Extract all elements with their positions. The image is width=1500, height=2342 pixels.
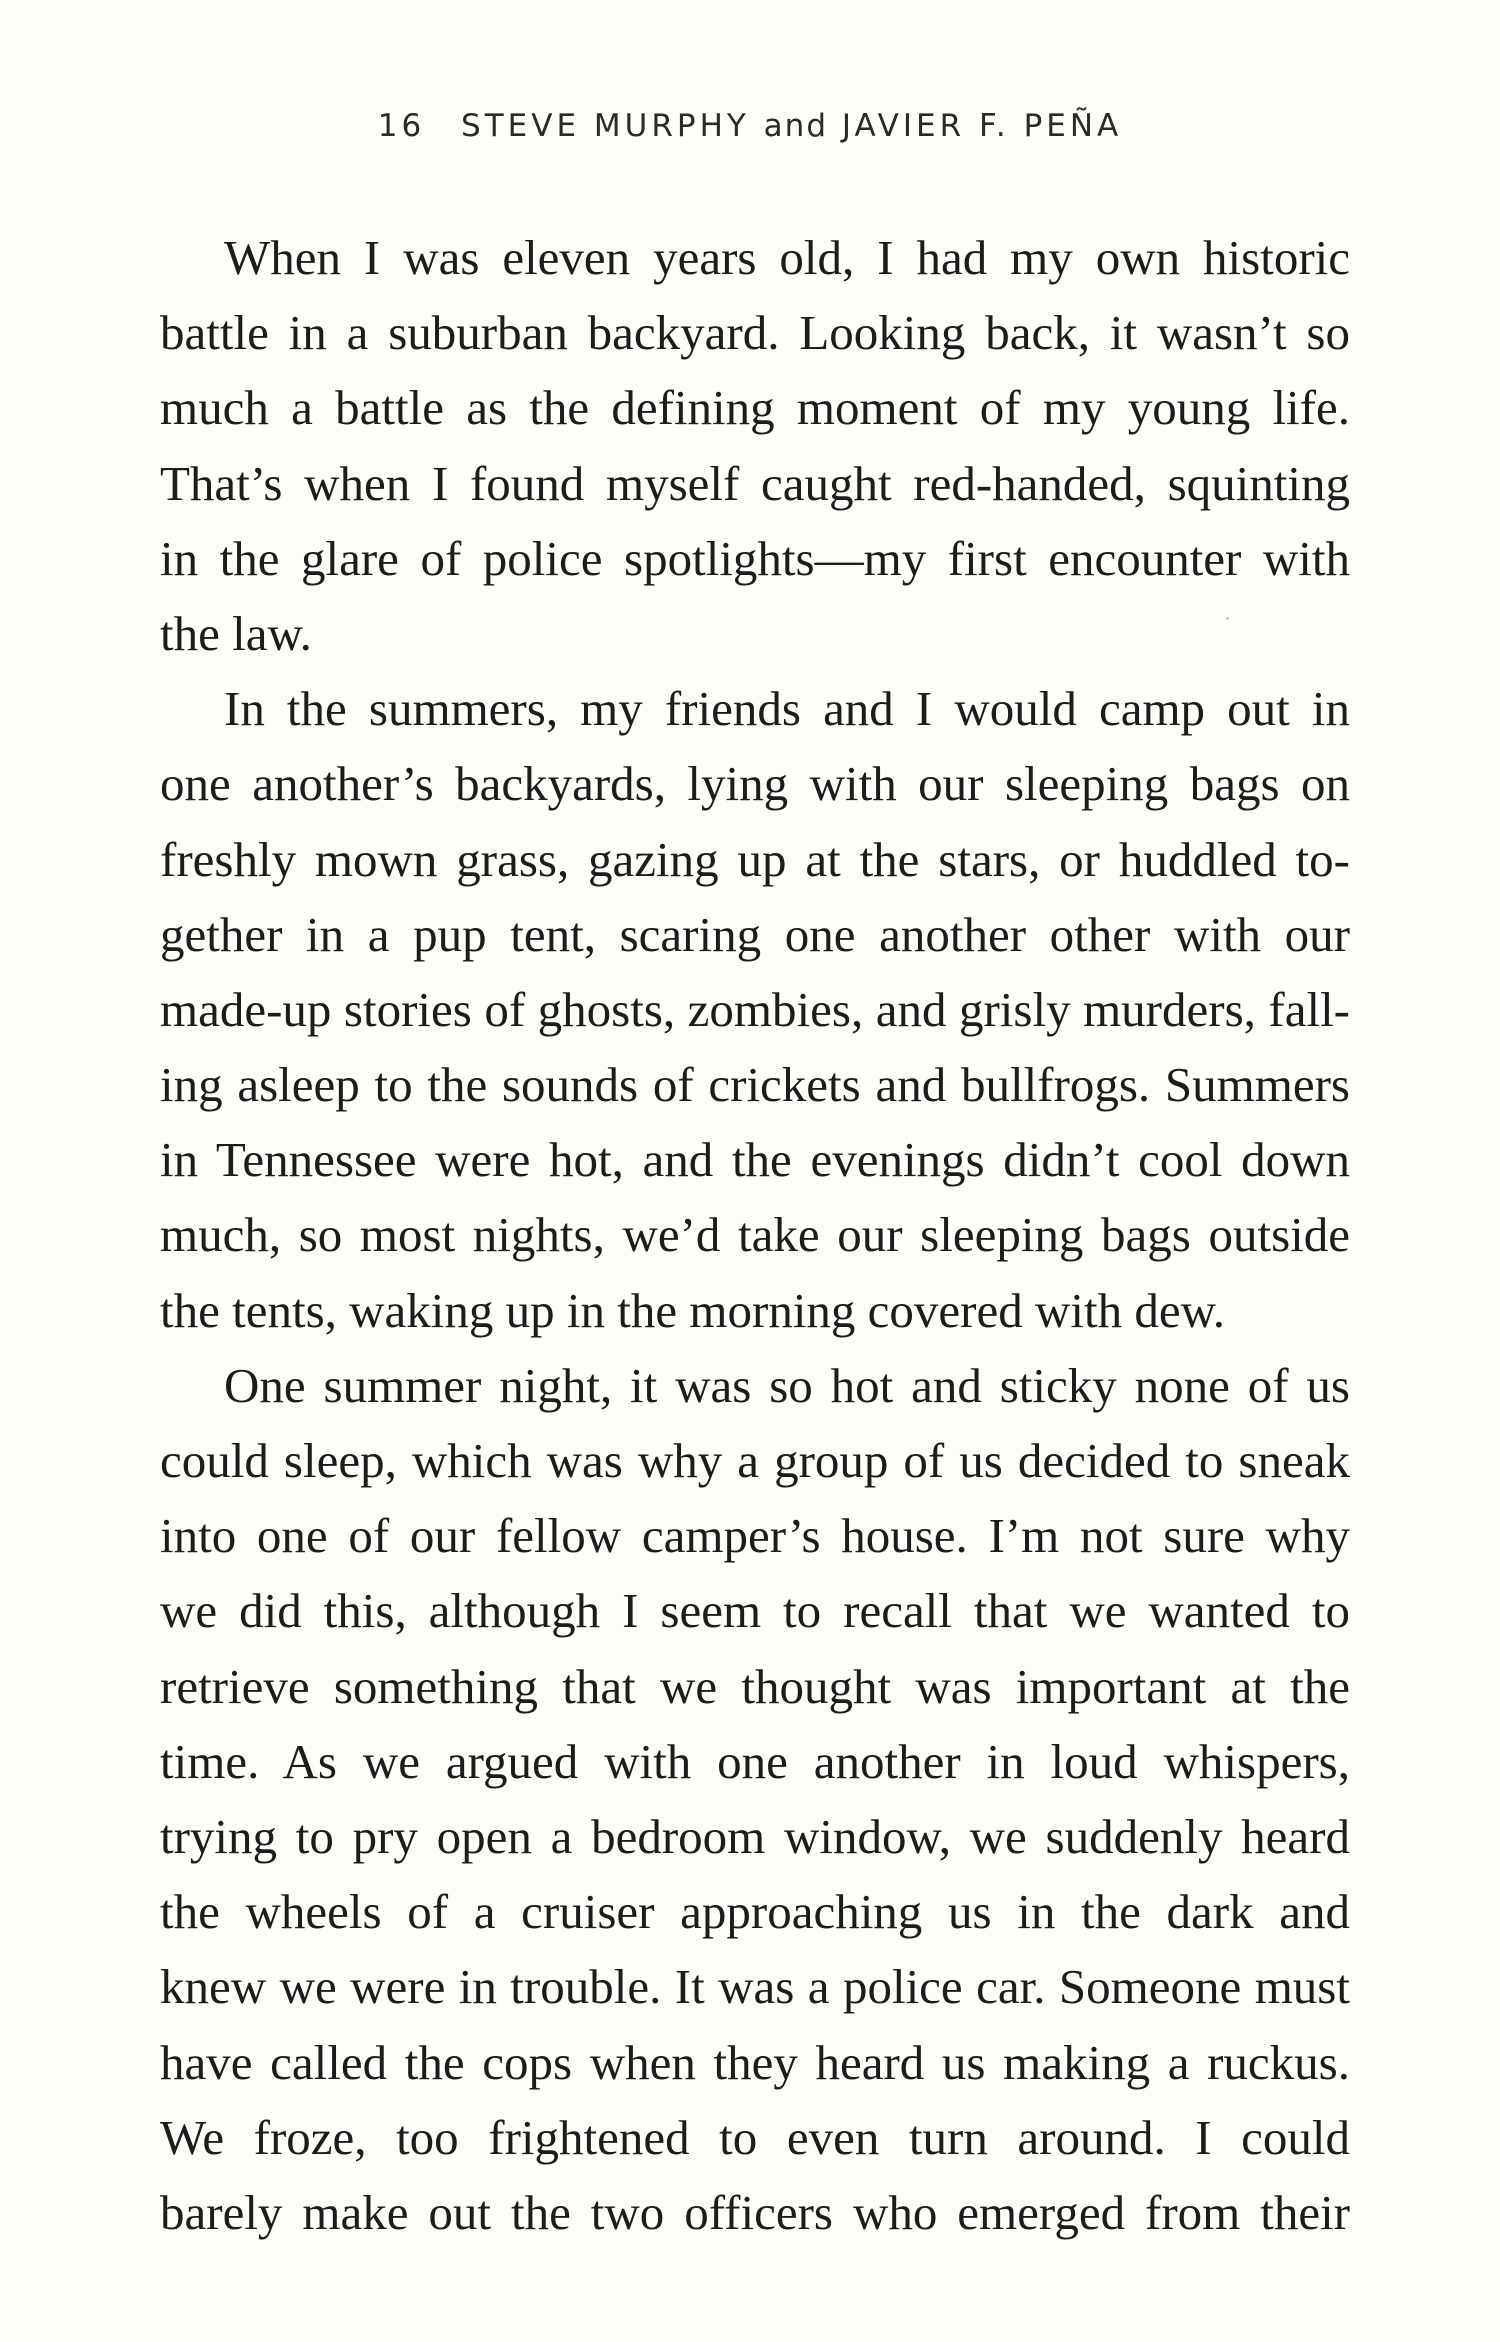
text-line: knew we were in trouble. It was a police car. Someone must bbox=[160, 1959, 1350, 2015]
paper-speck bbox=[1226, 617, 1229, 620]
text-line: ing asleep to the sounds of crickets and bullfrogs. Summers bbox=[160, 1057, 1350, 1113]
text-line: That’s when I found myself caught red-handed, squinting bbox=[160, 455, 1350, 511]
text-line: in Tennessee were hot, and the evenings didn’t cool down bbox=[160, 1132, 1350, 1188]
text-line: the law. bbox=[160, 605, 312, 661]
text-line: the tents, waking up in the morning covered with dew. bbox=[160, 1282, 1226, 1338]
text-line: could sleep, which was why a group of us decided to sneak bbox=[160, 1433, 1350, 1488]
text-line: retrieve something that we thought was important at the bbox=[160, 1658, 1350, 1714]
text-line: much a battle as the defining moment of my young life. bbox=[160, 380, 1350, 436]
author-name-1: STEVE MURPHY bbox=[461, 108, 750, 144]
text-line: freshly mown grass, gazing up at the stars, or huddled to- bbox=[160, 831, 1350, 887]
text-line: gether in a pup tent, scaring one another other with our bbox=[160, 906, 1350, 962]
author-name-2: JAVIER F. PEÑA bbox=[841, 108, 1123, 144]
text-line: One summer night, it was so hot and sticky none of us bbox=[224, 1357, 1350, 1413]
text-line: battle in a suburban backyard. Looking back, it wasn’t so bbox=[160, 305, 1350, 361]
text-line: into one of our fellow camper’s house. I’m not sure why bbox=[160, 1508, 1350, 1564]
text-line: one another’s backyards, lying with our sleeping bags on bbox=[160, 756, 1350, 812]
text-line: In the summers, my friends and I would camp out in bbox=[224, 681, 1350, 737]
text-line: much, so most nights, we’d take our sleeping bags outside bbox=[160, 1207, 1350, 1263]
text-line: we did this, although I seem to recall that we wanted to bbox=[160, 1583, 1350, 1639]
body-text bbox=[160, 220, 1350, 2250]
text-line: When I was eleven years old, I had my own historic bbox=[224, 230, 1350, 285]
text-line: trying to pry open a bedroom window, we suddenly heard bbox=[160, 1808, 1350, 1864]
author-conjunction: and bbox=[763, 108, 828, 144]
text-line: in the glare of police spotlights—my first encounter with bbox=[160, 530, 1350, 586]
text-line: barely make out the two officers who emerged from their bbox=[160, 2184, 1350, 2240]
text-line: made-up stories of ghosts, zombies, and grisly murders, fall- bbox=[160, 981, 1350, 1037]
text-line: time. As we argued with one another in loud whispers, bbox=[160, 1733, 1350, 1789]
text-line: We froze, too frightened to even turn around. I could bbox=[160, 2109, 1350, 2165]
running-header bbox=[0, 108, 1500, 144]
page-number: 16 bbox=[377, 108, 426, 144]
text-line: have called the cops when they heard us making a ruckus. bbox=[160, 2034, 1350, 2090]
text-line: the wheels of a cruiser approaching us in the dark and bbox=[160, 1884, 1350, 1940]
